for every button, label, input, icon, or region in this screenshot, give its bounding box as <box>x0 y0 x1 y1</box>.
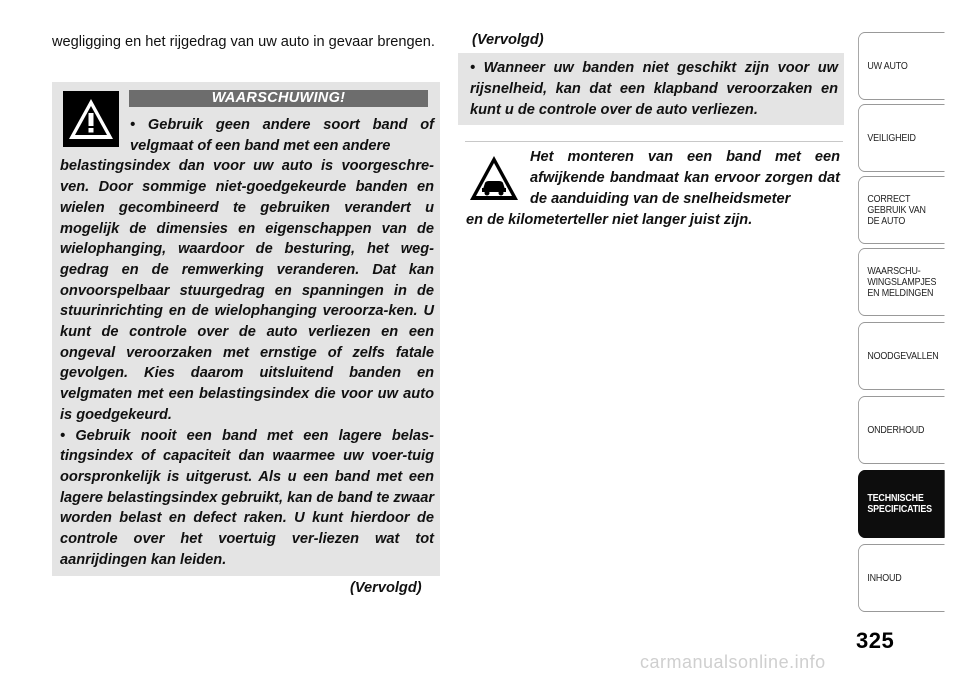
warning-bullet-1-rest: belastingsindex dan voor uw auto is voorgeschre-ven. Door sommige niet-goedgekeurde banden en wielen gecombineerd te gebruiken verandert u mogelijk de dimensies en eigenschappen van de wielophanging, waardoor de besturing, het weg-gedrag en de remwerking veranderen. Dat kan onvoorspelbaar stuurgedrag en spanningen in de stuurinrichting en de wielophanging veroorza-ken. U kunt de controle over de auto verliezen en een ongeval veroorzaken met ernstige of zelfs fatale gevolgen. Kies daarom uitsluitend banden en velgmaten met een belastingsindex die voor uw auto is goedgekeurd. <box>60 158 434 423</box>
warning-continuation-box <box>458 53 844 125</box>
tab-label: TECHNISCHE SPECIFICATIES <box>867 492 932 515</box>
continued-label-right: (Vervolgd) <box>472 32 544 48</box>
note-rest: en de kilometerteller niet langer juist zijn. <box>466 212 753 228</box>
warning-body <box>60 115 434 570</box>
tab-label: WAARSCHU- WINGSLAMPJES EN MELDINGEN <box>867 264 937 299</box>
tab-label: INHOUD <box>867 571 902 584</box>
intro-text: wegligging en het rijgedrag van uw auto in gevaar brengen. <box>52 34 435 50</box>
tab-noodgevallen[interactable] <box>858 322 945 390</box>
tab-inhoud[interactable] <box>858 544 945 612</box>
tab-waarschuwingslampjes[interactable] <box>858 248 945 316</box>
warning-bullet-3: • Wanneer uw banden niet geschikt zijn voor uw rijsnelheid, kan dat een klapband veroorzaken en kunt u de controle over de auto verliezen. <box>470 60 838 118</box>
watermark: carmanualsonline.info <box>640 652 826 672</box>
tab-label: CORRECT GEBRUIK VAN DE AUTO <box>867 192 926 227</box>
tab-uw-auto[interactable] <box>858 32 945 100</box>
page-number: 325 <box>856 628 895 653</box>
tab-label: NOODGEVALLEN <box>867 349 939 362</box>
tab-correct-gebruik[interactable] <box>858 176 945 244</box>
tab-label: ONDERHOUD <box>867 423 925 436</box>
tab-label: VEILIGHEID <box>867 131 916 144</box>
warning-bullet-1-lead: • Gebruik geen andere soort band of velgmaat of een band met een andere <box>130 117 434 154</box>
tab-onderhoud[interactable] <box>858 396 945 464</box>
continued-label-left: (Vervolgd) <box>350 580 422 596</box>
tab-technische-specificaties[interactable] <box>858 470 945 538</box>
speedometer-note <box>466 147 840 231</box>
divider <box>465 141 843 142</box>
warning-title: WAARSCHUWING! <box>129 90 428 107</box>
tab-veiligheid[interactable] <box>858 104 945 172</box>
note-lead: Het monteren van een band met een afwijkende bandmaat kan ervoor zorgen dat de aanduiding van de snelheidsmeter <box>530 149 840 207</box>
tab-label: UW AUTO <box>867 59 908 72</box>
warning-box <box>52 82 440 576</box>
warning-bullet-2: • Gebruik nooit een band met een lagere belas-tingsindex of capaciteit dan waarmee uw voer-tuig oorspronkelijk is uitgerust. Als u een band met een lagere belastingsindex gebruikt, kan de band te zwaar worden belast en defect raken. U kunt hierdoor de controle over het voertuig ver-liezen wat tot aanrijdingen kan leiden. <box>60 427 434 568</box>
